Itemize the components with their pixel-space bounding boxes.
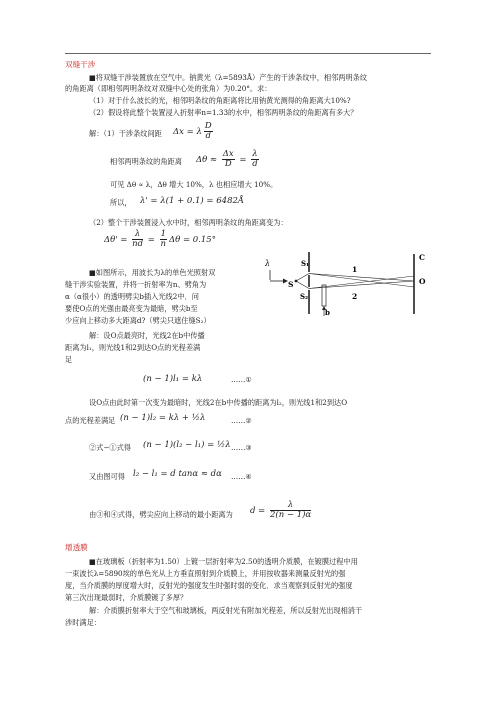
problem2-line: 少应向上移动多大距离d?（劈尖只遮住缝S₂） [65, 316, 211, 325]
equation-4: l₂ − l₁ = d tanα ≈ dα [133, 469, 222, 479]
problem1-line2: 的角距离（即相邻两明条纹对双缝中心处的张角）为0.20°。求： [65, 84, 272, 93]
solution1-prefix: 解：（1）干涉条纹间距 [89, 129, 162, 138]
equation-4-tag: ……④ [231, 472, 252, 481]
equation-fringe-spacing: Δx = λ $\frac{D}{d}$ [173, 121, 212, 141]
ray-s-to-s2 [296, 281, 309, 289]
question-2: （2）假设将此整个装置浸入折射率n=1.33的水中，相邻两明条纹的角距离有多大？ [89, 108, 358, 117]
problem2-line: 缝干涉实验装置，并将一折射率为n、劈角为 [65, 280, 207, 289]
equation-1-tag: ……① [231, 375, 252, 384]
so-label: 所以， [110, 198, 132, 207]
section-title-antireflection: 增透膜 [65, 543, 88, 552]
problem1-line1: ■将双缝干涉装置放在空气中。钠黄光（λ=5893Å）产生的干涉条纹中，相邻两明条纹 [89, 73, 368, 82]
problem2-line: ■如图所示，用波长为λ的单色光照射双 [89, 268, 216, 277]
ray1-label: 1 [352, 265, 358, 274]
equation-3: (n − 1)(l₂ − l₁) = ½λ [143, 440, 231, 450]
equation-2: (n − 1)l₂ = kλ + ½λ [120, 413, 206, 423]
angle-label: 相邻两明条纹的角距离 [110, 157, 182, 166]
ray2-label: 2 [352, 292, 358, 301]
double-slit-diagram [262, 244, 437, 334]
result-prefix: 由③和④式得，劈尖应向上移动的最小距离为 [89, 510, 233, 519]
problem2-line: 要使O点的光强由最亮变为最暗，劈尖b至 [65, 304, 198, 313]
slit1-label: S₁ [301, 259, 310, 268]
film-line2: 一束波长λ=5890埃的单色光从上方垂直照射到介质膜上，并用按收器来测量反射光的强 [65, 569, 346, 578]
film-line4: 第三次出现最弱时，介质膜镀了多厚？ [65, 593, 188, 602]
equation-result: d = $\frac{\lambda}{2(n - 1)\alpha}$ [250, 500, 312, 520]
problem2-line: 距离为l₁，则光线1和2到达O点的光程差满 [65, 343, 201, 352]
problem2-line: α（α很小）的透明劈尖b插入光线2中．问 [65, 292, 199, 301]
ray-1 [309, 274, 414, 282]
equation-water-angle: Δθ' = $\frac{\lambda}{nd}$ = $\frac{1}{n}$ Δθ = 0.15° [104, 229, 216, 249]
equation-new-wavelength: λ' = λ(1 + 0.1) = 6482Å [140, 196, 245, 206]
figure-prefix: 又由图可得 [89, 472, 125, 481]
problem2-line: 解：设O点最亮时，光线2在b中传播 [89, 331, 205, 340]
darkest-line1: 设O点由此时第一次变为最暗时，光线2在b中传播的距离为l₂，则光线1和2到达O [89, 398, 348, 407]
film-line3: 度，当介质膜的厚度增大时，反射光的强度发生时强时弱的变化．求当观察到反射光的强度 [65, 581, 353, 590]
point-o-label: O [419, 277, 426, 286]
equation-angular-distance: Δθ ≈ $\frac{\Delta x}{D}$ = $\frac{\lambda}{d}$ [196, 149, 258, 169]
equation-2-tag: ……② [231, 416, 252, 425]
problem2-line: 足 [65, 355, 73, 364]
proportional-statement: 可见 Δθ ∝ λ，Δθ 增大 10%，λ 也相应增大 10%。 [110, 180, 278, 189]
darkest-line2-prefix: 点的光程差满足 [65, 416, 116, 425]
question-1: （1）对于什么波长的光，相邻明条纹的角距离将比用钠黄光测得的角距离大10%? [89, 96, 351, 105]
subtract-prefix: ②式−①式得 [89, 443, 131, 452]
wedge-b [322, 285, 326, 306]
equation-3-tag: ……③ [231, 443, 252, 452]
film-line6: 涉时满足： [65, 618, 101, 627]
ray-s-to-s1 [296, 274, 309, 282]
slit2-label: S₂ [300, 292, 309, 301]
wedge-label: b [325, 308, 330, 317]
equation-1: (n − 1)l₁ = kλ [143, 374, 203, 384]
screen-label: C [419, 253, 425, 262]
source-label: S [288, 280, 294, 289]
header-rule [65, 53, 431, 54]
lambda-label: λ [265, 259, 271, 268]
film-line1: ■在玻璃板（折射率为1.50）上镀一层折射率为2.50的透明介质膜，在镀膜过程中用 [89, 557, 358, 566]
film-line5: 解：介质膜折射率大于空气和玻璃板，两反射光有附加光程差，所以反射光出现相消干 [89, 606, 363, 615]
section-title-double-slit: 双缝干涉 [65, 60, 96, 69]
solution2-statement: （2）整个干涉装置浸入水中时，相邻两明条纹的角距离变为： [89, 218, 288, 227]
